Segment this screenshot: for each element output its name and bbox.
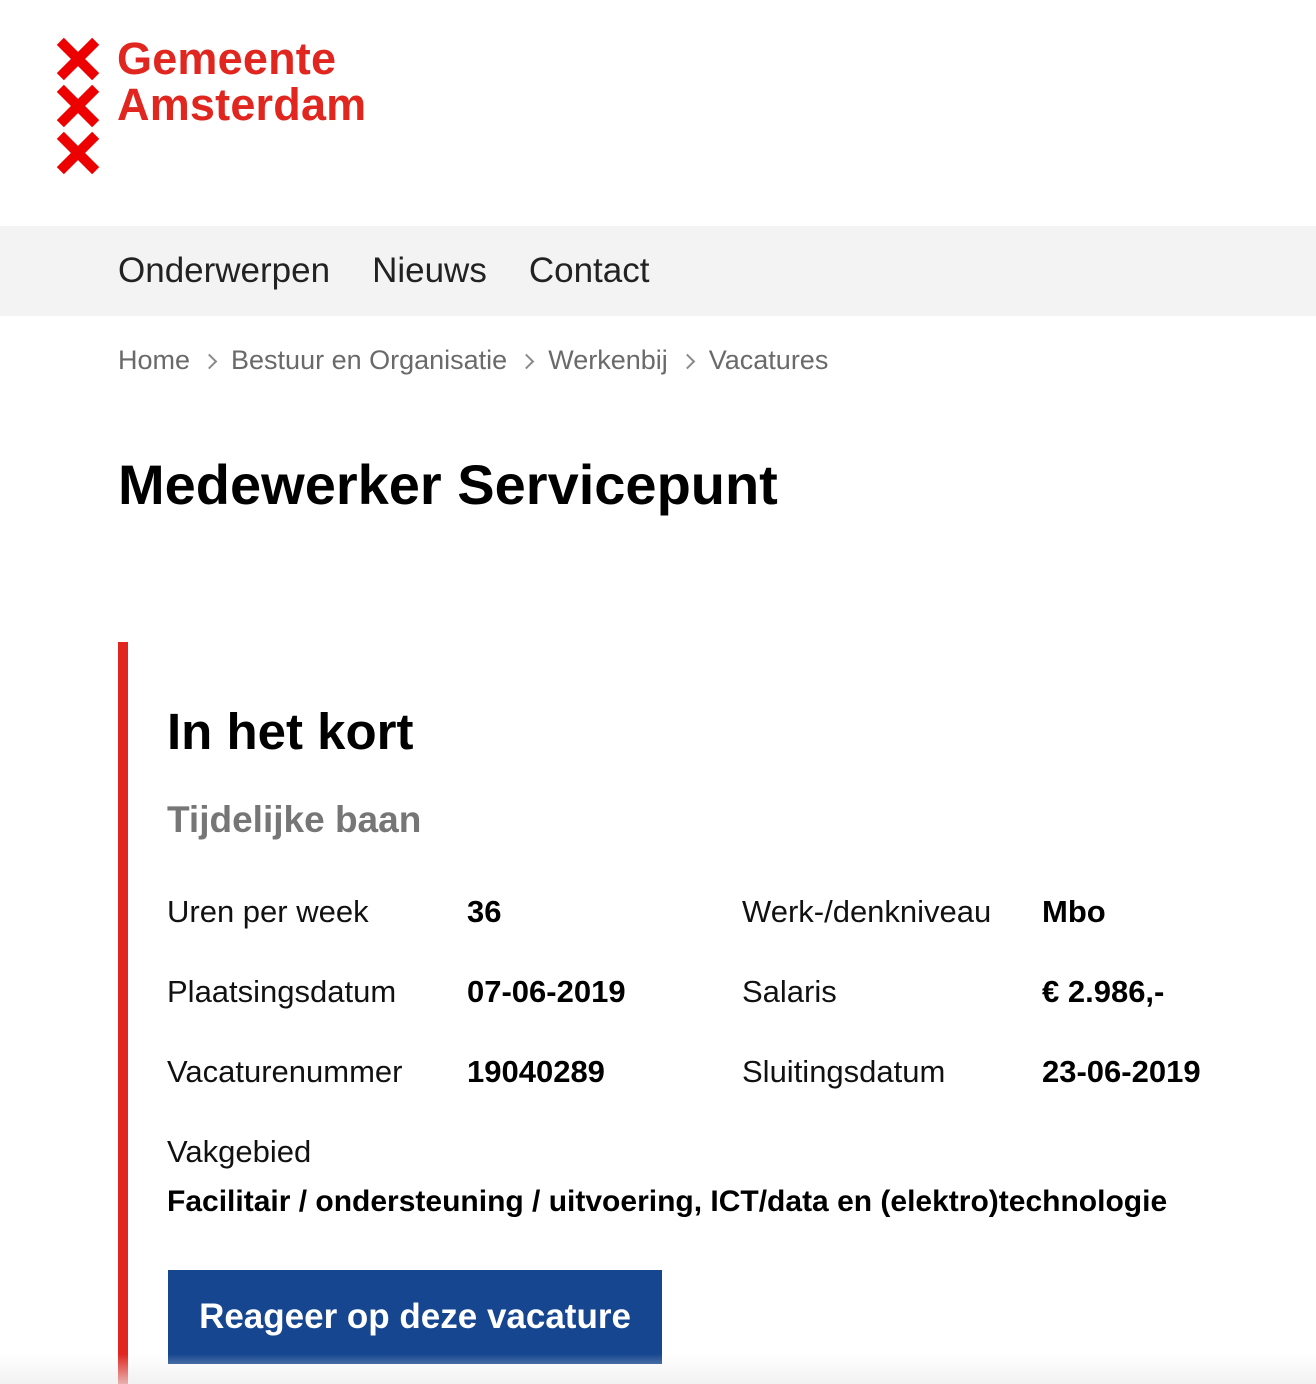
summary-title: In het kort <box>167 703 414 760</box>
salary-label: Salaris <box>742 974 837 1009</box>
posting-date-label: Plaatsingsdatum <box>167 974 397 1009</box>
page-title: Medewerker Servicepunt <box>118 453 778 516</box>
summary-accent-bar <box>118 642 128 1384</box>
salary-value: € 2.986,- <box>1042 974 1165 1009</box>
breadcrumb-werkenbij[interactable]: Werkenbij <box>548 344 668 375</box>
logo-line-1: Gemeente <box>117 33 337 84</box>
level-value: Mbo <box>1042 894 1106 929</box>
breadcrumb-vacatures[interactable]: Vacatures <box>708 344 829 375</box>
breadcrumb <box>118 340 828 380</box>
nav-item-contact[interactable]: Contact <box>528 251 650 290</box>
level-label: Werk-/denkniveau <box>742 894 992 929</box>
info-row <box>167 970 1267 1014</box>
chevron-right-icon <box>679 353 695 369</box>
cross-icon <box>57 38 99 80</box>
amsterdam-crosses-icon <box>57 38 99 174</box>
main-navigation <box>0 226 1316 316</box>
info-row <box>167 890 1267 934</box>
job-type: Tijdelijke baan <box>167 799 422 840</box>
chevron-right-icon <box>202 353 218 369</box>
site-header <box>0 0 1316 226</box>
breadcrumb-bestuur-en-organisatie[interactable]: Bestuur en Organisatie <box>231 344 508 375</box>
hours-label: Uren per week <box>167 894 369 929</box>
closing-date-label: Sluitingsdatum <box>742 1054 946 1089</box>
chevron-right-icon <box>519 353 535 369</box>
field-label: Vakgebied <box>167 1134 312 1169</box>
logo-line-2: Amsterdam <box>117 79 367 130</box>
cross-icon <box>57 132 99 174</box>
breadcrumb-home[interactable]: Home <box>118 344 191 375</box>
job-summary <box>118 642 1268 1384</box>
vacancy-number-label: Vacaturenummer <box>167 1054 403 1089</box>
nav-item-nieuws[interactable]: Nieuws <box>372 251 487 290</box>
logo-text <box>117 33 367 130</box>
nav-items <box>118 226 691 316</box>
gemeente-amsterdam-logo[interactable] <box>57 33 397 178</box>
field-value: Facilitair / ondersteuning / uitvoering, ICT/data en (elektro)technologie <box>167 1185 1168 1218</box>
info-row <box>167 1050 1267 1094</box>
cross-icon <box>57 85 99 127</box>
nav-item-onderwerpen[interactable]: Onderwerpen <box>118 251 331 290</box>
vacancy-number-value: 19040289 <box>467 1054 605 1089</box>
apply-button[interactable]: Reageer op deze vacature <box>168 1270 662 1364</box>
closing-date-value: 23-06-2019 <box>1042 1054 1201 1089</box>
posting-date-value: 07-06-2019 <box>467 974 626 1009</box>
hours-value: 36 <box>467 894 502 929</box>
